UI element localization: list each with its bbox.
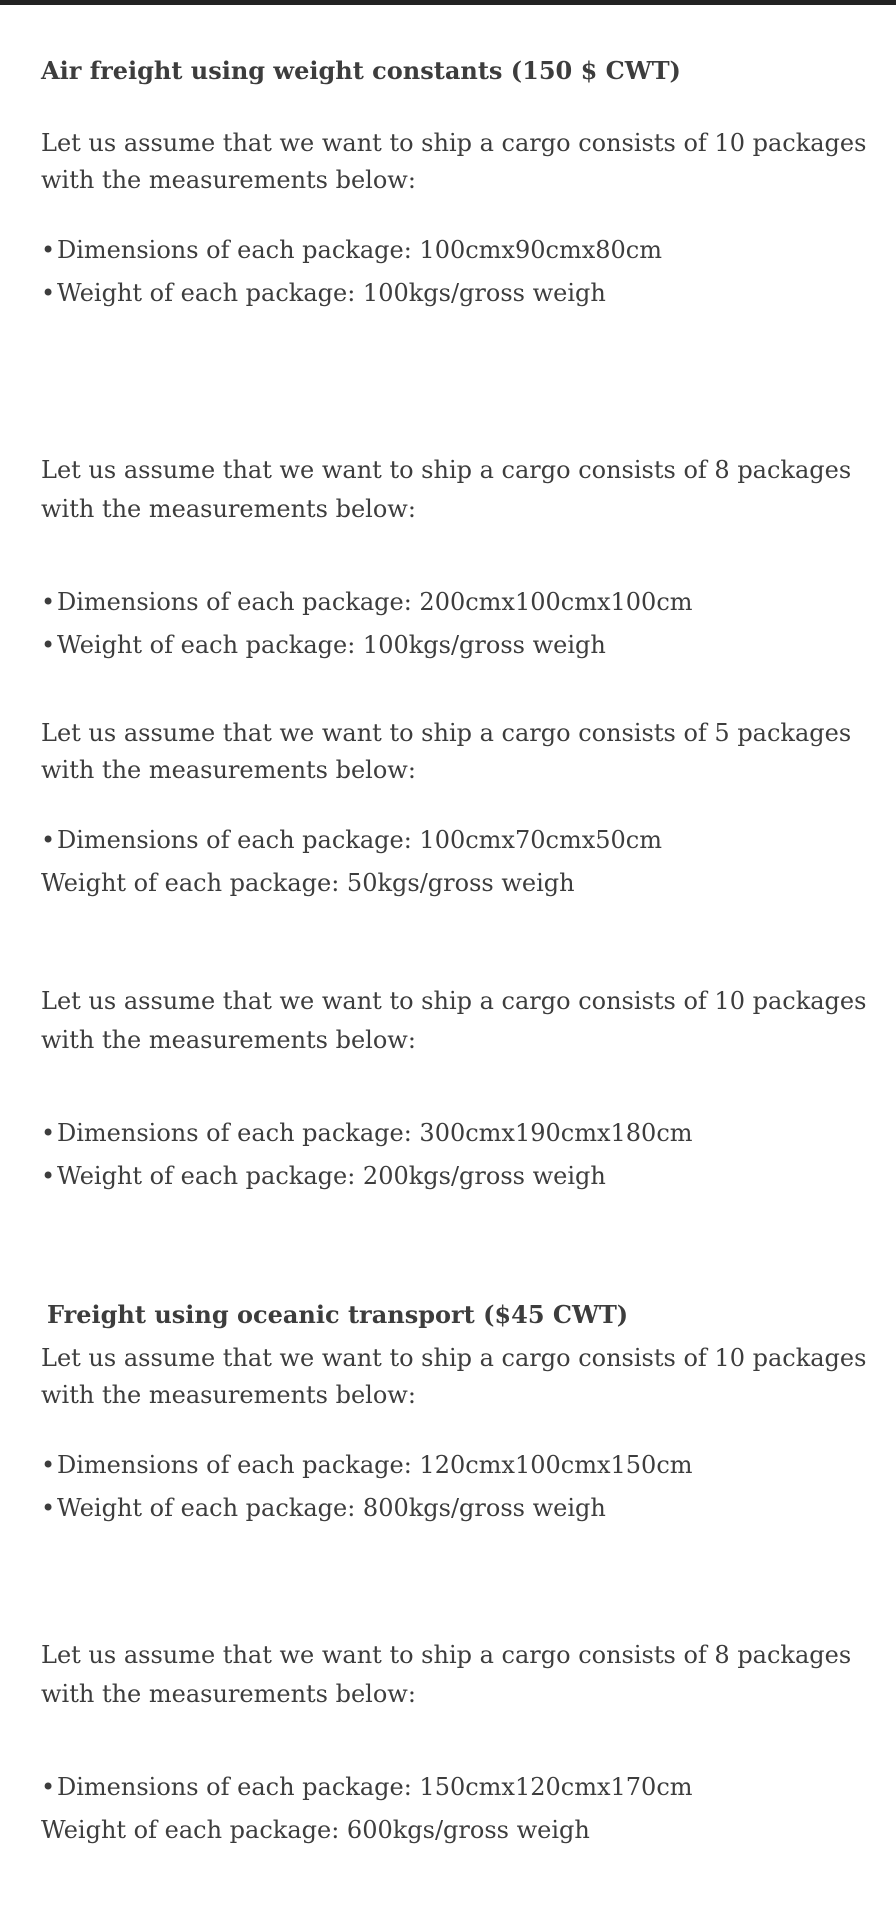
list-item-dimensions: [41, 822, 662, 859]
bullet: •: [41, 1494, 56, 1522]
bullet: •: [41, 631, 56, 659]
list-item-weight: [41, 627, 606, 664]
paragraph-intro-cont: with the measurements below:: [41, 756, 416, 784]
dimensions-text: Dimensions of each package: 150cmx120cmx170cm: [57, 1773, 693, 1801]
weight-text: Weight of each package: 800kgs/gross weigh: [57, 1494, 606, 1522]
paragraph-intro-cont: with the measurements below:: [41, 1680, 416, 1708]
paragraph-intro: Let us assume that we want to ship a cargo consists of 8 packages: [41, 456, 852, 484]
list-item-weight: [41, 1158, 606, 1195]
bullet: •: [41, 1773, 56, 1801]
dimensions-text: Dimensions of each package: 100cmx70cmx50cm: [57, 826, 662, 854]
bullet: •: [41, 1162, 56, 1190]
top-border: [0, 0, 896, 5]
list-item-dimensions: [41, 232, 662, 269]
list-item-weight: [41, 1490, 606, 1527]
dimensions-text: Dimensions of each package: 100cmx90cmx80cm: [57, 236, 662, 264]
bullet: •: [41, 826, 56, 854]
bullet: •: [41, 1119, 56, 1147]
dimensions-text: Dimensions of each package: 200cmx100cmx100cm: [57, 588, 693, 616]
bullet: •: [41, 236, 56, 264]
weight-line: Weight of each package: 50kgs/gross weigh: [41, 869, 575, 897]
paragraph-intro: Let us assume that we want to ship a cargo consists of 8 packages: [41, 1641, 852, 1669]
bullet: •: [41, 1451, 56, 1479]
list-item-dimensions: [41, 1115, 693, 1152]
heading-air-freight: Air freight using weight constants (150 $ CWT): [41, 56, 681, 85]
paragraph-intro: Let us assume that we want to ship a cargo consists of 10 packages: [41, 1344, 867, 1372]
paragraph-intro: Let us assume that we want to ship a cargo consists of 10 packages: [41, 987, 867, 1015]
paragraph-intro: Let us assume that we want to ship a cargo consists of 5 packages: [41, 719, 852, 747]
bullet: •: [41, 588, 56, 616]
list-item-dimensions: [41, 1769, 693, 1806]
list-item-dimensions: [41, 584, 693, 621]
paragraph-intro-cont: with the measurements below:: [41, 1026, 416, 1054]
list-item-dimensions: [41, 1447, 693, 1484]
list-item-weight: [41, 275, 606, 312]
bullet: •: [41, 279, 56, 307]
dimensions-text: Dimensions of each package: 120cmx100cmx150cm: [57, 1451, 693, 1479]
paragraph-intro-cont: with the measurements below:: [41, 166, 416, 194]
weight-text: Weight of each package: 100kgs/gross weigh: [57, 631, 606, 659]
paragraph-intro-cont: with the measurements below:: [41, 495, 416, 523]
heading-oceanic-freight: Freight using oceanic transport ($45 CWT): [47, 1300, 629, 1329]
paragraph-intro: Let us assume that we want to ship a cargo consists of 10 packages: [41, 129, 867, 157]
dimensions-text: Dimensions of each package: 300cmx190cmx180cm: [57, 1119, 693, 1147]
weight-text: Weight of each package: 100kgs/gross weigh: [57, 279, 606, 307]
weight-line: Weight of each package: 600kgs/gross weigh: [41, 1816, 590, 1844]
paragraph-intro-cont: with the measurements below:: [41, 1381, 416, 1409]
weight-text: Weight of each package: 200kgs/gross weigh: [57, 1162, 606, 1190]
